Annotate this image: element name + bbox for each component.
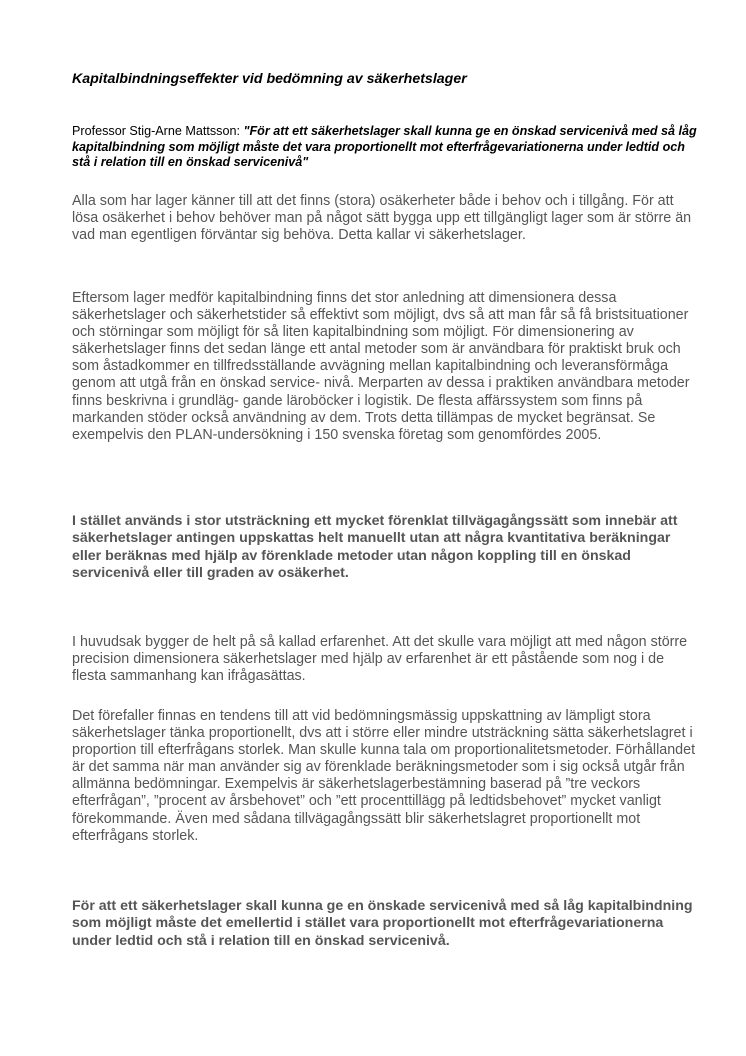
intro-author: Professor Stig-Arne Mattsson: (72, 124, 244, 138)
intro-paragraph (72, 124, 697, 171)
body-paragraph-1: Alla som har lager känner till att det finns (stora) osäkerheter både i behov och i tillgång. För att lösa osäkerhet i behov behöver man på något sätt bygga upp ett tillgängligt lager som är större än vad man egentligen förväntar sig behöva. Detta kallar vi säkerhetslager. (72, 193, 692, 244)
body-paragraph-2: Eftersom lager medför kapitalbindning finns det stor anledning att dimensionera dessa säkerhetslager och säkerhetstider så effektivt som möjligt, dvs så att man får så få bristsituationer och störningar som möjligt för så liten kapitalbindning som möjligt. För dimensionering av säkerhetslager finns det sedan länge ett antal metoder som är användbara för praktiskt bruk och som åstadkommer en tillfredsställande avvägning mellan kapitalbindning och leveransförmåga genom att utgå från en önskad service- nivå. Merparten av dessa i praktiken användbara metoder finns beskrivna i grundläg- gande läroböcker i logistik. De flesta affärssystem som finns på markanden stöder också användning av dem. Trots detta tillämpas de mycket begränsat. Se exempelvis den PLAN-undersökning i 150 svenska företag som genomfördes 2005. (72, 290, 690, 443)
body-paragraph-5: Det förefaller finnas en tendens till att vid bedömningsmässig uppskattning av lämpligt stora säkerhetslager tänka proportionellt, dvs att i större eller mindre utsträckning sätta säkerhetslagret i proportion till efterfrågans storlek. Man skulle kunna tala om proportionalitetsmetoder. Förhållandet är det samma när man använder sig av förenklade beräkningsmetoder som i sig också utgår från allmänna bedömningar. Exempelvis är säkerhetslagerbestämning baserad på ”tre veckors efterfrågan”, ”procent av årsbehovet” och ”ett procenttillägg på ledtidsbehovet” mycket vanligt förekommande. Även med sådana tillvägagångssätt blir säkerhetslagret proportionellt mot efterfrågans storlek. (72, 708, 696, 844)
body-paragraph-3-emphasis: I stället används i stor utsträckning ett mycket förenklat tillvägagångssätt som innebär att säkerhetslager antingen uppskattas helt manuellt utan att några kvantitativa beräkningar eller beräknas med hjälp av förenklade metoder utan någon koppling till en önskad servicenivå eller till graden av osäkerhet. (72, 513, 678, 582)
intro-quote: "För att ett säkerhetslager skall kunna ge en önskad servicenivå med så låg kapitalbindning som möjligt måste det vara proportionellt mot efterfrågevariationerna under ledtid och stå i relation till en önskad servicenivå" (72, 124, 697, 169)
body-paragraph-6-emphasis: För att ett säkerhetslager skall kunna ge en önskade servicenivå med så låg kapitalbindning som möjligt måste det emellertid i stället vara proportionellt mot efterfrågevariationerna under ledtid och stå i relation till en önskad servicenivå. (72, 898, 693, 949)
body-paragraph-4: I huvudsak bygger de helt på så kallad erfarenhet. Att det skulle vara möjligt att med någon större precision dimensionera säkerhetslager med hjälp av erfarenhet är ett påstående som nog i de flesta sammanhang kan ifrågasättas. (72, 634, 688, 685)
document-title: Kapitalbindningseffekter vid bedömning av säkerhetslager (72, 71, 467, 87)
